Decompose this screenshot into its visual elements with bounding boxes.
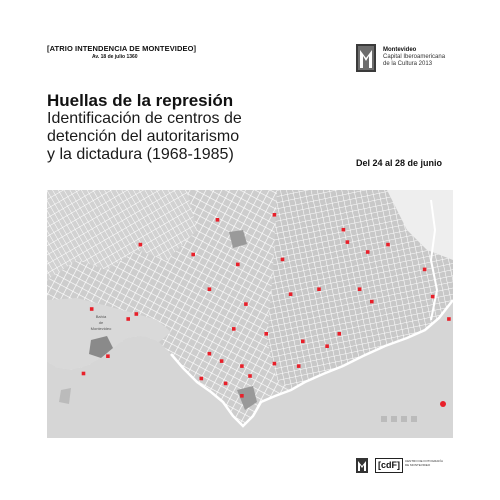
brand-line-3: de la Cultura 2013 [383,61,433,67]
detention-center-marker [273,362,277,366]
subtitle-line-2: detención del autoritarismo [47,128,240,145]
brand-line-1: Montevideo [383,47,417,53]
exhibition-title [47,91,347,164]
detention-center-marker [232,327,236,331]
detention-center-marker [289,292,293,296]
detention-center-marker [216,218,220,222]
montevideo-logo-icon [356,44,376,72]
bay-label-2: de [98,320,104,325]
detention-center-marker [342,228,346,232]
brand-line-2: Capital Iberoamericana [383,54,446,60]
detention-center-marker [224,382,228,386]
detention-center-marker [82,372,86,376]
detention-center-marker [236,263,240,267]
detention-center-marker [301,340,305,344]
detention-center-marker [338,332,342,336]
venue-address: Av. 18 de julio 1360 [92,54,138,60]
bay-label-1: Bahía [95,314,107,319]
detention-center-marker [244,302,248,306]
intendencia-logo-icon [356,458,368,473]
subtitle-line-3: y la dictadura (1968-1985) [47,146,234,163]
subtitle-line-1: Identificación de centros de [47,110,242,127]
detention-center-marker [208,287,212,291]
detention-center-marker [208,352,212,356]
detention-center-marker [366,250,370,254]
city-map [47,190,453,438]
detention-center-marker [423,268,427,272]
detention-center-marker [90,307,94,311]
detention-center-marker [386,243,390,247]
bay-label-3: Montevideo [90,326,112,331]
detention-center-marker [346,240,350,244]
detention-center-marker [358,287,362,291]
capital-cultura-brand [356,42,466,78]
detention-center-marker [240,364,244,368]
detention-center-marker [297,364,301,368]
detention-center-marker [317,287,321,291]
detention-center-marker [106,354,110,358]
exhibition-dates: Del 24 al 28 de junio [356,158,443,168]
detention-center-marker [135,312,139,316]
sponsor-footer [356,458,456,478]
detention-center-marker [281,258,285,262]
detention-center-marker [370,300,374,304]
detention-center-marker [325,344,329,348]
detention-center-marker [273,213,277,217]
detention-center-marker [200,377,204,381]
detention-center-marker [248,374,252,378]
detention-center-marker [220,359,224,363]
detention-center-marker [431,295,435,299]
detention-center-marker [240,394,244,398]
detention-center-marker [139,243,143,247]
detention-center-marker [191,253,195,257]
cdf-logo: [cdF] [375,458,403,473]
detention-center-marker [264,332,268,336]
detention-center-marker [126,317,130,321]
venue-label: [ATRIO INTENDENCIA DE MONTEVIDEO] [47,44,197,53]
detention-center-marker [447,317,451,321]
page-title: Huellas de la represión [47,91,234,110]
cdf-subtitle: CENTRO DE FOTOGRAFÍA DE MONTEVIDEO [405,459,443,467]
